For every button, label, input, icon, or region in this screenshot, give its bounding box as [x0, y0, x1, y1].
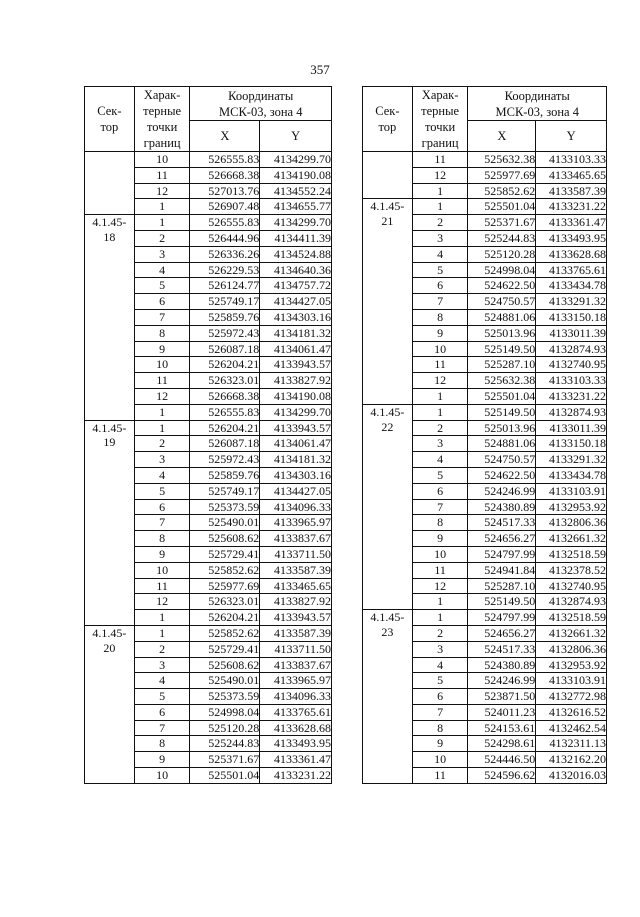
- y-cell: 4133837.67: [260, 531, 332, 547]
- x-cell: 525244.83: [468, 230, 536, 246]
- point-cell: 4: [412, 246, 468, 262]
- x-cell: 525852.62: [190, 562, 260, 578]
- y-cell: 4134190.08: [260, 388, 332, 404]
- point-cell: 1: [134, 625, 190, 641]
- table-row: [85, 420, 332, 436]
- point-cell: 8: [412, 309, 468, 325]
- coordinates-header: Координаты МСК-03, зона 4: [468, 87, 607, 121]
- x-cell: 526555.83: [190, 404, 260, 420]
- point-cell: 3: [134, 657, 190, 673]
- x-cell: 526444.96: [190, 230, 260, 246]
- y-cell: 4133711.50: [260, 546, 332, 562]
- y-cell: 4132518.59: [536, 610, 607, 626]
- point-cell: 9: [412, 531, 468, 547]
- x-cell: 525149.50: [468, 341, 536, 357]
- y-cell: 4134303.16: [260, 467, 332, 483]
- x-cell: 525972.43: [190, 452, 260, 468]
- x-cell: 525608.62: [190, 531, 260, 547]
- point-cell: 11: [412, 768, 468, 784]
- y-cell: 4133291.32: [536, 452, 607, 468]
- y-cell: 4134181.32: [260, 452, 332, 468]
- x-cell: 525371.67: [468, 215, 536, 231]
- y-cell: 4132740.95: [536, 578, 607, 594]
- x-cell: 525729.41: [190, 546, 260, 562]
- table-row: [85, 152, 332, 168]
- y-cell: 4132874.93: [536, 594, 607, 610]
- point-cell: 5: [412, 262, 468, 278]
- point-cell: 1: [134, 610, 190, 626]
- x-cell: 525852.62: [190, 625, 260, 641]
- x-cell: 526668.38: [190, 167, 260, 183]
- point-cell: 1: [134, 199, 190, 215]
- x-cell: 524622.50: [468, 278, 536, 294]
- point-cell: 3: [412, 230, 468, 246]
- point-cell: 6: [134, 294, 190, 310]
- point-cell: 1: [412, 388, 468, 404]
- x-cell: 524656.27: [468, 625, 536, 641]
- y-cell: 4133943.57: [260, 357, 332, 373]
- point-cell: 8: [134, 736, 190, 752]
- x-cell: 525977.69: [468, 167, 536, 183]
- point-cell: 3: [412, 641, 468, 657]
- y-cell: 4134299.70: [260, 215, 332, 231]
- y-cell: 4133361.47: [260, 752, 332, 768]
- y-cell: 4133465.65: [536, 167, 607, 183]
- point-cell: 10: [412, 546, 468, 562]
- y-cell: 4132378.52: [536, 562, 607, 578]
- sector-cell: [85, 152, 135, 215]
- y-cell: 4133587.39: [260, 625, 332, 641]
- point-cell: 7: [412, 499, 468, 515]
- point-cell: 9: [134, 752, 190, 768]
- x-cell: 526204.21: [190, 357, 260, 373]
- y-cell: 4133434.78: [536, 467, 607, 483]
- point-cell: 5: [412, 467, 468, 483]
- point-cell: 7: [134, 515, 190, 531]
- x-cell: 525149.50: [468, 594, 536, 610]
- x-cell: 524881.06: [468, 436, 536, 452]
- y-cell: 4133103.33: [536, 373, 607, 389]
- point-cell: 9: [134, 546, 190, 562]
- point-cell: 12: [134, 388, 190, 404]
- y-cell: 4133231.22: [536, 388, 607, 404]
- point-cell: 9: [412, 325, 468, 341]
- point-cell: 9: [134, 341, 190, 357]
- sector-header: Сек- тор: [363, 87, 413, 152]
- x-cell: 524622.50: [468, 467, 536, 483]
- x-cell: 525608.62: [190, 657, 260, 673]
- point-cell: 11: [412, 357, 468, 373]
- table-row: [363, 152, 607, 168]
- point-cell: 2: [134, 641, 190, 657]
- x-cell: 524517.33: [468, 515, 536, 531]
- y-cell: 4134181.32: [260, 325, 332, 341]
- y-cell: 4132616.52: [536, 704, 607, 720]
- x-cell: 524750.57: [468, 452, 536, 468]
- y-cell: 4132661.32: [536, 625, 607, 641]
- y-cell: 4132016.03: [536, 768, 607, 784]
- y-cell: 4133361.47: [536, 215, 607, 231]
- point-cell: 10: [412, 752, 468, 768]
- coordinates-header: Координаты МСК-03, зона 4: [190, 87, 332, 121]
- x-cell: 524881.06: [468, 309, 536, 325]
- x-cell: 524998.04: [190, 704, 260, 720]
- point-cell: 5: [412, 673, 468, 689]
- y-cell: 4134524.88: [260, 246, 332, 262]
- point-cell: 11: [134, 167, 190, 183]
- y-cell: 4132874.93: [536, 341, 607, 357]
- point-cell: 1: [412, 404, 468, 420]
- point-cell: 11: [134, 578, 190, 594]
- point-cell: 4: [412, 657, 468, 673]
- y-cell: 4133231.22: [260, 768, 332, 784]
- x-cell: 525371.67: [190, 752, 260, 768]
- point-cell: 2: [134, 230, 190, 246]
- y-header: Y: [536, 121, 607, 152]
- x-cell: 524596.62: [468, 768, 536, 784]
- x-cell: 526336.26: [190, 246, 260, 262]
- point-cell: 6: [134, 704, 190, 720]
- point-cell: 7: [134, 720, 190, 736]
- x-cell: 526087.18: [190, 341, 260, 357]
- point-cell: 6: [412, 278, 468, 294]
- y-cell: 4133103.33: [536, 152, 607, 168]
- x-header: X: [468, 121, 536, 152]
- x-cell: 523871.50: [468, 689, 536, 705]
- sector-cell: 4.1.45- 19: [85, 420, 135, 625]
- point-cell: 7: [412, 294, 468, 310]
- x-cell: 525632.38: [468, 373, 536, 389]
- y-cell: 4134299.70: [260, 404, 332, 420]
- coordinates-table-right: [362, 86, 607, 784]
- x-header: X: [190, 121, 260, 152]
- sector-header: Сек- тор: [85, 87, 135, 152]
- point-cell: 1: [134, 404, 190, 420]
- x-cell: 524797.99: [468, 546, 536, 562]
- x-cell: 527013.76: [190, 183, 260, 199]
- y-cell: 4133150.18: [536, 436, 607, 452]
- x-cell: 525977.69: [190, 578, 260, 594]
- y-cell: 4133493.95: [536, 230, 607, 246]
- point-cell: 10: [412, 341, 468, 357]
- x-cell: 525972.43: [190, 325, 260, 341]
- y-header: Y: [260, 121, 332, 152]
- x-cell: 524011.23: [468, 704, 536, 720]
- y-cell: 4134061.47: [260, 436, 332, 452]
- x-cell: 526907.48: [190, 199, 260, 215]
- x-cell: 526087.18: [190, 436, 260, 452]
- sector-cell: 4.1.45- 21: [363, 199, 413, 404]
- x-cell: 525501.04: [468, 388, 536, 404]
- point-cell: 11: [412, 562, 468, 578]
- point-cell: 10: [134, 152, 190, 168]
- point-cell: 8: [412, 515, 468, 531]
- x-cell: 524380.89: [468, 657, 536, 673]
- y-cell: 4134552.24: [260, 183, 332, 199]
- x-cell: 526323.01: [190, 373, 260, 389]
- point-cell: 6: [412, 689, 468, 705]
- point-cell: 12: [412, 167, 468, 183]
- point-cell: 4: [134, 673, 190, 689]
- point-cell: 2: [412, 625, 468, 641]
- page-number: 357: [310, 62, 330, 77]
- point-cell: 6: [412, 483, 468, 499]
- point-cell: 7: [134, 309, 190, 325]
- point-cell: 10: [134, 768, 190, 784]
- point-cell: 8: [412, 720, 468, 736]
- x-cell: 526668.38: [190, 388, 260, 404]
- y-cell: 4133103.91: [536, 483, 607, 499]
- y-cell: 4132661.32: [536, 531, 607, 547]
- y-cell: 4134411.39: [260, 230, 332, 246]
- table-row: [363, 404, 607, 420]
- x-cell: 525632.38: [468, 152, 536, 168]
- point-cell: 5: [134, 689, 190, 705]
- x-cell: 525013.96: [468, 420, 536, 436]
- x-cell: 526124.77: [190, 278, 260, 294]
- x-cell: 524380.89: [468, 499, 536, 515]
- x-cell: 525013.96: [468, 325, 536, 341]
- sector-cell: 4.1.45- 20: [85, 625, 135, 783]
- points-header: Харак- терные точки границ: [134, 87, 190, 152]
- point-cell: 5: [134, 278, 190, 294]
- y-cell: 4132772.98: [536, 689, 607, 705]
- x-cell: 525287.10: [468, 357, 536, 373]
- y-cell: 4133434.78: [536, 278, 607, 294]
- y-cell: 4134640.36: [260, 262, 332, 278]
- x-cell: 525373.59: [190, 499, 260, 515]
- y-cell: 4132462.54: [536, 720, 607, 736]
- table-row: [363, 610, 607, 626]
- x-cell: 525501.04: [468, 199, 536, 215]
- y-cell: 4132311.13: [536, 736, 607, 752]
- y-cell: 4134427.05: [260, 294, 332, 310]
- x-cell: 525287.10: [468, 578, 536, 594]
- x-cell: 525729.41: [190, 641, 260, 657]
- point-cell: 12: [134, 183, 190, 199]
- x-cell: 524298.61: [468, 736, 536, 752]
- y-cell: 4132518.59: [536, 546, 607, 562]
- x-cell: 525749.17: [190, 294, 260, 310]
- y-cell: 4132806.36: [536, 641, 607, 657]
- y-cell: 4132162.20: [536, 752, 607, 768]
- y-cell: 4133011.39: [536, 420, 607, 436]
- x-cell: 526204.21: [190, 610, 260, 626]
- x-cell: 524517.33: [468, 641, 536, 657]
- point-cell: 1: [412, 610, 468, 626]
- table-row: [363, 199, 607, 215]
- y-cell: 4132953.92: [536, 499, 607, 515]
- x-cell: 524750.57: [468, 294, 536, 310]
- x-cell: 525749.17: [190, 483, 260, 499]
- y-cell: 4133587.39: [536, 183, 607, 199]
- y-cell: 4134096.33: [260, 689, 332, 705]
- y-cell: 4133493.95: [260, 736, 332, 752]
- x-cell: 525149.50: [468, 404, 536, 420]
- x-cell: 526229.53: [190, 262, 260, 278]
- point-cell: 11: [134, 373, 190, 389]
- point-cell: 4: [412, 452, 468, 468]
- point-cell: 12: [412, 373, 468, 389]
- point-cell: 8: [134, 531, 190, 547]
- x-cell: 524998.04: [468, 262, 536, 278]
- y-cell: 4133711.50: [260, 641, 332, 657]
- sector-cell: 4.1.45- 18: [85, 215, 135, 420]
- x-cell: 525120.28: [190, 720, 260, 736]
- x-cell: 525859.76: [190, 309, 260, 325]
- point-cell: 4: [134, 262, 190, 278]
- point-cell: 12: [134, 594, 190, 610]
- y-cell: 4133103.91: [536, 673, 607, 689]
- point-cell: 6: [134, 499, 190, 515]
- y-cell: 4132806.36: [536, 515, 607, 531]
- point-cell: 12: [412, 578, 468, 594]
- x-cell: 525859.76: [190, 467, 260, 483]
- x-cell: 525120.28: [468, 246, 536, 262]
- x-cell: 525501.04: [190, 768, 260, 784]
- y-cell: 4134757.72: [260, 278, 332, 294]
- point-cell: 9: [412, 736, 468, 752]
- point-cell: 11: [412, 152, 468, 168]
- x-cell: 526555.83: [190, 152, 260, 168]
- y-cell: 4133765.61: [536, 262, 607, 278]
- point-cell: 2: [412, 420, 468, 436]
- point-cell: 10: [134, 357, 190, 373]
- y-cell: 4133943.57: [260, 610, 332, 626]
- y-cell: 4133291.32: [536, 294, 607, 310]
- y-cell: 4134427.05: [260, 483, 332, 499]
- y-cell: 4132874.93: [536, 404, 607, 420]
- x-cell: 524153.61: [468, 720, 536, 736]
- y-cell: 4133827.92: [260, 373, 332, 389]
- x-cell: 525373.59: [190, 689, 260, 705]
- x-cell: 525490.01: [190, 673, 260, 689]
- point-cell: 5: [134, 483, 190, 499]
- y-cell: 4133965.97: [260, 673, 332, 689]
- point-cell: 2: [134, 436, 190, 452]
- points-header: Харак- терные точки границ: [412, 87, 468, 152]
- point-cell: 3: [134, 452, 190, 468]
- point-cell: 3: [134, 246, 190, 262]
- x-cell: 526555.83: [190, 215, 260, 231]
- x-cell: 525852.62: [468, 183, 536, 199]
- point-cell: 1: [134, 215, 190, 231]
- y-cell: 4133231.22: [536, 199, 607, 215]
- sector-cell: 4.1.45- 22: [363, 404, 413, 609]
- y-cell: 4133150.18: [536, 309, 607, 325]
- y-cell: 4133587.39: [260, 562, 332, 578]
- point-cell: 7: [412, 704, 468, 720]
- y-cell: 4133837.67: [260, 657, 332, 673]
- point-cell: 2: [412, 215, 468, 231]
- y-cell: 4133943.57: [260, 420, 332, 436]
- x-cell: 525490.01: [190, 515, 260, 531]
- y-cell: 4133011.39: [536, 325, 607, 341]
- x-cell: 524446.50: [468, 752, 536, 768]
- y-cell: 4134303.16: [260, 309, 332, 325]
- coordinates-table-left: [84, 86, 332, 784]
- table-row: [85, 625, 332, 641]
- x-cell: 524246.99: [468, 673, 536, 689]
- x-cell: 524797.99: [468, 610, 536, 626]
- x-cell: 526204.21: [190, 420, 260, 436]
- sector-cell: [363, 152, 413, 199]
- x-cell: 524246.99: [468, 483, 536, 499]
- y-cell: 4134655.77: [260, 199, 332, 215]
- y-cell: 4133628.68: [260, 720, 332, 736]
- table-row: [85, 215, 332, 231]
- y-cell: 4133628.68: [536, 246, 607, 262]
- point-cell: 10: [134, 562, 190, 578]
- y-cell: 4134061.47: [260, 341, 332, 357]
- sector-cell: 4.1.45- 23: [363, 610, 413, 784]
- y-cell: 4133465.65: [260, 578, 332, 594]
- y-cell: 4133765.61: [260, 704, 332, 720]
- point-cell: 1: [134, 420, 190, 436]
- y-cell: 4133965.97: [260, 515, 332, 531]
- point-cell: 3: [412, 436, 468, 452]
- x-cell: 526323.01: [190, 594, 260, 610]
- x-cell: 524941.84: [468, 562, 536, 578]
- point-cell: 8: [134, 325, 190, 341]
- point-cell: 1: [412, 183, 468, 199]
- y-cell: 4134096.33: [260, 499, 332, 515]
- y-cell: 4132953.92: [536, 657, 607, 673]
- y-cell: 4132740.95: [536, 357, 607, 373]
- y-cell: 4134190.08: [260, 167, 332, 183]
- x-cell: 525244.83: [190, 736, 260, 752]
- point-cell: 4: [134, 467, 190, 483]
- x-cell: 524656.27: [468, 531, 536, 547]
- y-cell: 4133827.92: [260, 594, 332, 610]
- point-cell: 1: [412, 594, 468, 610]
- point-cell: 1: [412, 199, 468, 215]
- y-cell: 4134299.70: [260, 152, 332, 168]
